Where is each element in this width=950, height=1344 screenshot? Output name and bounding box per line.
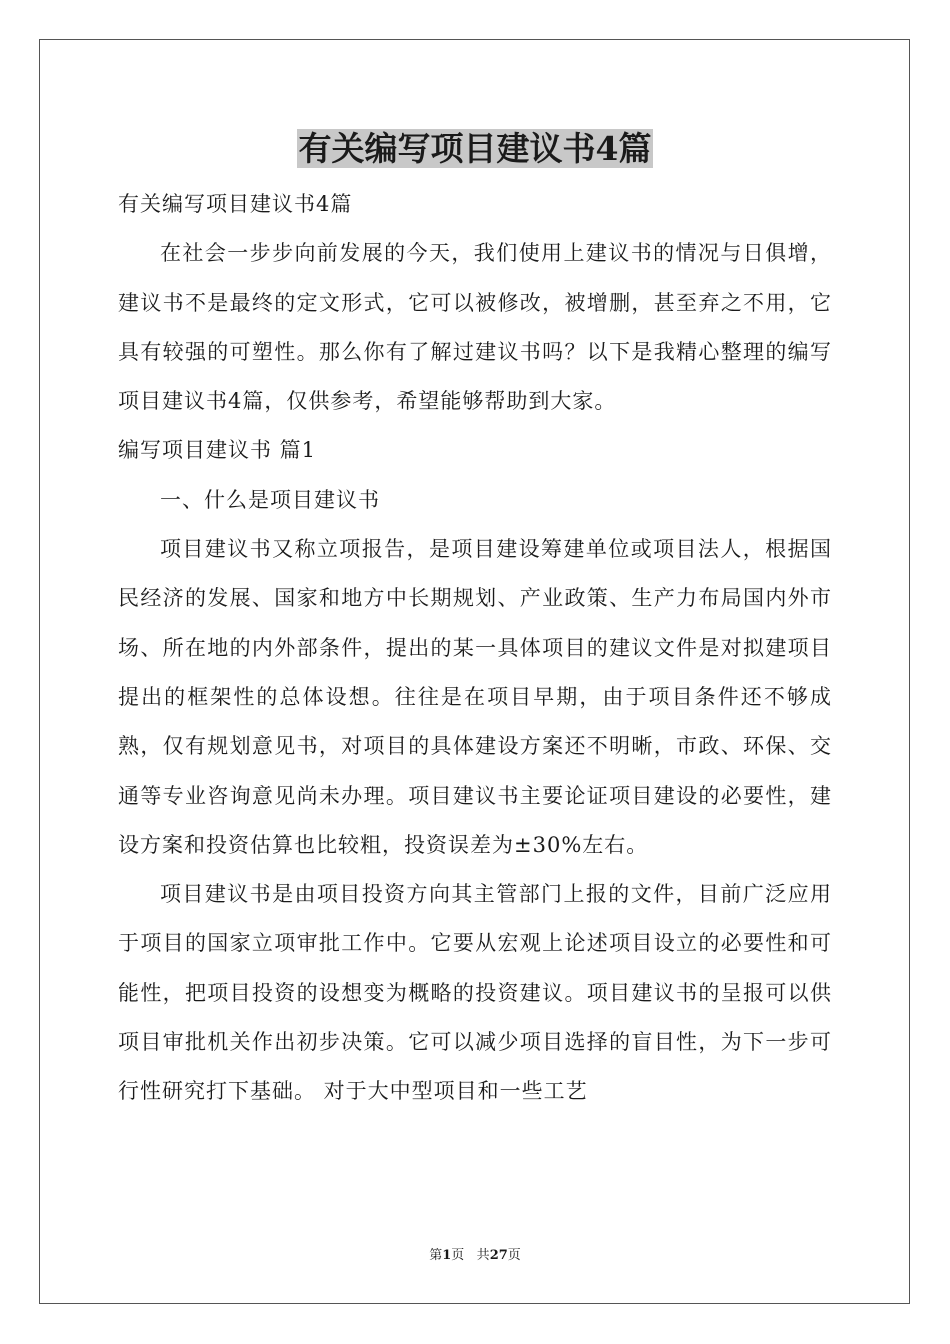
page-suffix: 页: [451, 1248, 465, 1263]
paragraph: 在社会一步步向前发展的今天，我们使用上建议书的情况与日俱增，建议书不是最终的定文形式，它可以被修改，被增删，甚至弃之不用，它具有较强的可塑性。那么你有了解过建议书吗？以下是我精心整理的编写项目建议书4篇，仅供参考，希望能够帮助到大家。: [118, 241, 832, 414]
sub-heading: 一、什么是项目建议书: [160, 487, 380, 512]
document-title: [0, 126, 950, 172]
document-title-text: 有关编写项目建议书4篇: [298, 129, 652, 168]
page-prefix: 第: [429, 1248, 443, 1263]
page-number: 1: [442, 1248, 452, 1263]
paragraph: 项目建议书是由项目投资方向其主管部门上报的文件，目前广泛应用于项目的国家立项审批工作中。它要从宏观上论述项目设立的必要性和可能性，把项目投资的设想变为概略的投资建议。项目建议书的呈报可以供项目审批机关作出初步决策。它可以减少项目选择的盲目性，为下一步可行性研究打下基础。 对于大中型项目和一些工艺: [118, 882, 832, 1104]
total-pages: 27: [489, 1248, 508, 1263]
total-prefix: 共: [476, 1248, 490, 1263]
document-body: [118, 180, 832, 1117]
paragraph: 项目建议书又称立项报告，是项目建设筹建单位或项目法人，根据国民经济的发展、国家和地方中长期规划、产业政策、生产力布局国内外市场、所在地的内外部条件，提出的某一具体项目的建议文件是对拟建项目提出的框架性的总体设想。往往是在项目早期，由于项目条件还不够成熟，仅有规划意见书，对项目的具体建设方案还不明晰，市政、环保、交通等专业咨询意见尚未办理。项目建议书主要论证项目建设的必要性，建设方案和投资估算也比较粗，投资误差为±30%左右。: [118, 537, 832, 857]
total-suffix: 页: [507, 1248, 521, 1263]
page-footer: [0, 1247, 950, 1265]
paragraph: 有关编写项目建议书4篇: [118, 192, 353, 216]
section-heading: 编写项目建议书 篇1: [118, 438, 317, 463]
